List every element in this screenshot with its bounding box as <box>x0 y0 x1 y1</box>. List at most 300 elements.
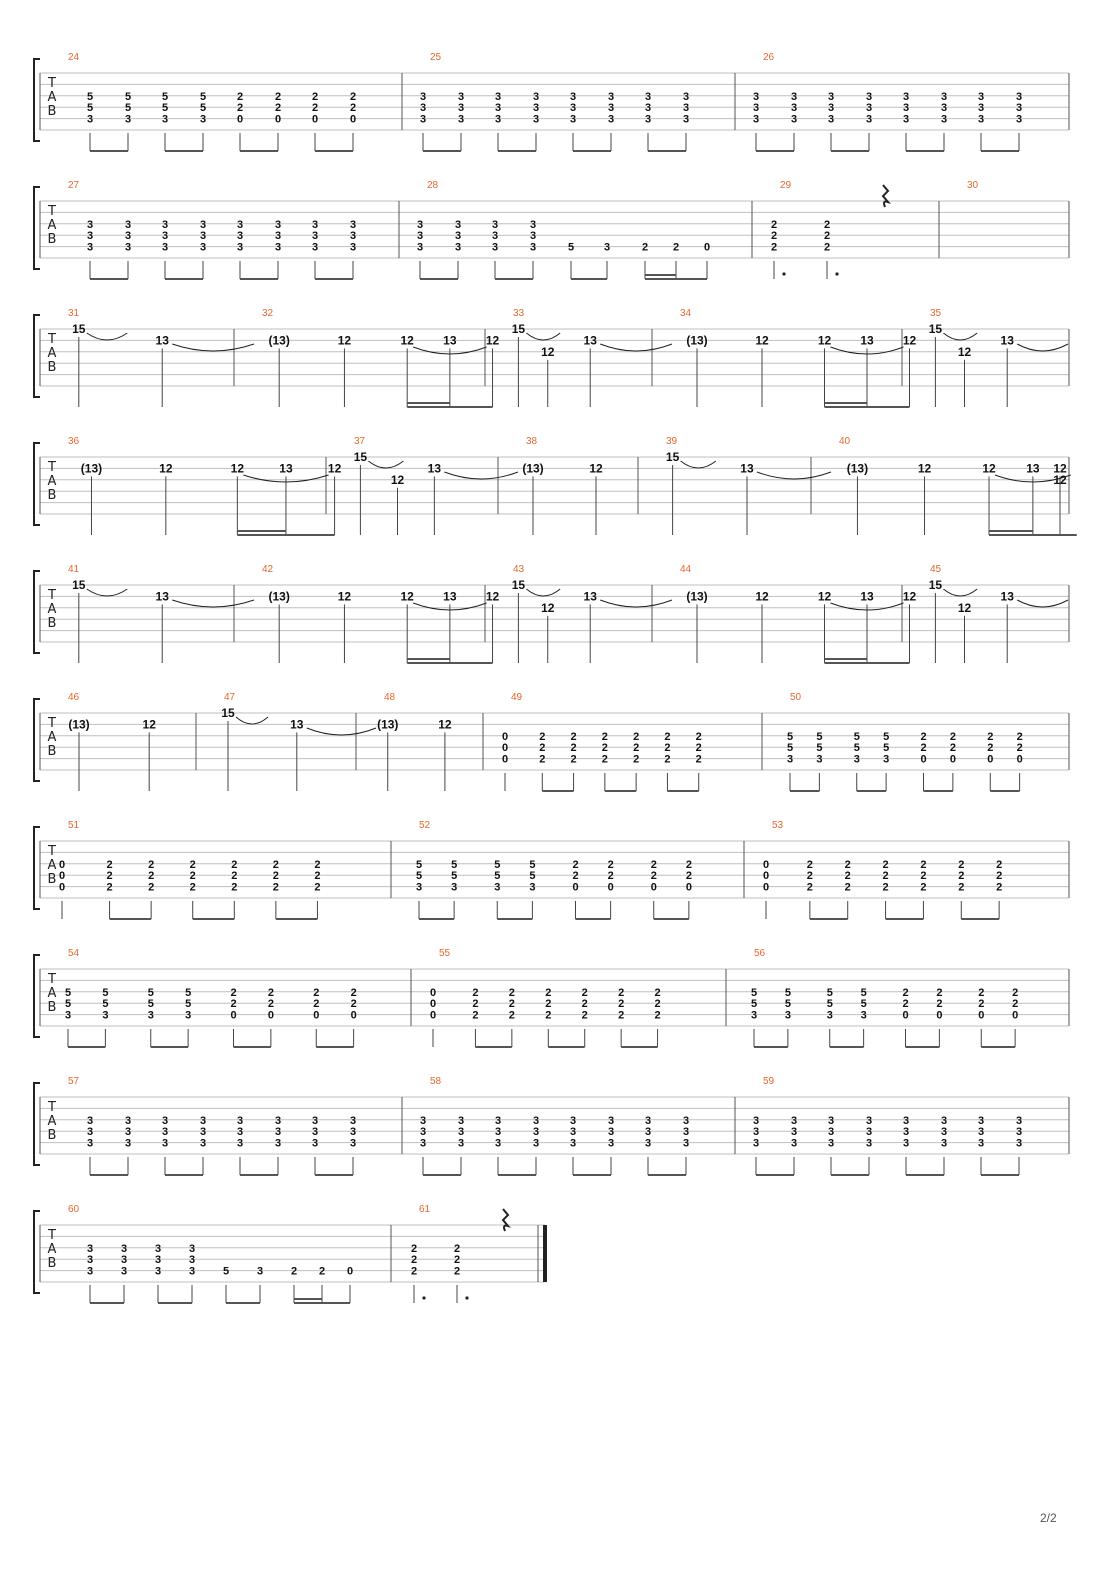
fret-number: 3 <box>790 102 798 115</box>
fret-number: 2 <box>290 1265 298 1278</box>
fret-number: 3 <box>419 1126 427 1139</box>
fret-number: 2 <box>664 753 671 766</box>
system-bracket <box>34 443 40 525</box>
fret-number: 3 <box>1015 1126 1023 1139</box>
tie-arc <box>87 333 128 340</box>
fret-number: 2 <box>920 742 927 755</box>
fret-number: 3 <box>865 1126 873 1139</box>
fret-number: 3 <box>607 1137 615 1150</box>
fret-number: 2 <box>949 730 956 743</box>
fret-number: 3 <box>752 1137 760 1150</box>
fret-number: 3 <box>752 102 760 115</box>
measure-number: 59 <box>763 1076 775 1087</box>
fret-number: 3 <box>188 1265 196 1278</box>
system-bracket <box>34 699 40 781</box>
fret-number: 3 <box>682 1137 690 1150</box>
fret-number: 3 <box>120 1242 128 1255</box>
fret-number: 3 <box>86 218 94 231</box>
system-bracket <box>34 1083 40 1165</box>
measure-number: 53 <box>772 820 784 831</box>
fret-number: 3 <box>860 1009 867 1022</box>
fret-number: 3 <box>419 1114 427 1127</box>
fret-number: 2 <box>987 730 994 743</box>
fret-number: 5 <box>816 742 823 755</box>
measure-number: 57 <box>68 1076 80 1087</box>
fret-number: 3 <box>865 90 873 103</box>
measure-number: 29 <box>780 180 792 191</box>
fret-number: 3 <box>644 1126 652 1139</box>
fret-number: 3 <box>1015 113 1023 126</box>
fret-number: 3 <box>457 1114 465 1127</box>
measure-number: 49 <box>511 692 523 703</box>
tab-clef-letter: B <box>47 1128 57 1143</box>
fret-number: 15 <box>353 450 368 464</box>
fret-number: 12 <box>159 461 173 476</box>
measure-number: 43 <box>513 564 525 575</box>
fret-number: 5 <box>64 986 72 999</box>
fret-number: 3 <box>644 90 652 103</box>
tie-arc <box>87 589 128 596</box>
fret-number: 2 <box>958 858 965 871</box>
fret-number: 2 <box>272 858 279 871</box>
tab-clef-letter: A <box>47 730 57 745</box>
tab-clef-letter: B <box>47 488 57 503</box>
fret-number: 3 <box>124 230 132 243</box>
fret-number: 3 <box>274 230 282 243</box>
fret-number: 3 <box>199 1137 207 1150</box>
fret-number: 2 <box>230 986 237 999</box>
fret-number: 5 <box>883 730 890 743</box>
fret-number: 0 <box>58 870 66 883</box>
fret-number: 2 <box>987 742 994 755</box>
fret-number: 2 <box>823 218 831 231</box>
fret-number: 0 <box>236 113 244 126</box>
fret-number: 15 <box>72 322 86 336</box>
tie-arc <box>681 461 716 468</box>
fret-number: 2 <box>618 1009 625 1022</box>
fret-number: 3 <box>457 90 465 103</box>
fret-number: 3 <box>416 230 424 243</box>
fret-number: 2 <box>607 858 614 871</box>
fret-number: 3 <box>185 1009 192 1022</box>
system-bracket <box>34 827 40 909</box>
fret-number: 3 <box>682 113 690 126</box>
measure-number: 45 <box>930 564 942 575</box>
fret-number: 13 <box>583 333 597 348</box>
fret-number: 0 <box>58 858 66 871</box>
fret-number: 3 <box>865 1114 873 1127</box>
fret-number: 2 <box>106 881 113 894</box>
tie-arc <box>172 344 254 351</box>
fret-number: 0 <box>703 241 711 254</box>
fret-number: 3 <box>529 230 537 243</box>
fret-number: (13) <box>268 589 290 604</box>
fret-number: 3 <box>902 102 910 115</box>
tab-clef-letter: B <box>47 104 57 119</box>
fret-number: 5 <box>853 742 860 755</box>
fret-number: 2 <box>902 986 909 999</box>
fret-number: 5 <box>529 858 536 871</box>
fret-number: 3 <box>236 1126 244 1139</box>
fret-number: 15 <box>665 450 680 464</box>
fret-number: 5 <box>860 986 867 999</box>
fret-number: 3 <box>102 1009 109 1022</box>
fret-number: 2 <box>453 1265 461 1278</box>
measure-number: 36 <box>68 436 80 447</box>
fret-number: 3 <box>682 1114 690 1127</box>
fret-number: 2 <box>650 870 657 883</box>
fret-number: 3 <box>1015 1137 1023 1150</box>
fret-number: 2 <box>685 858 692 871</box>
fret-number: 2 <box>313 998 320 1011</box>
fret-number: 5 <box>199 102 207 115</box>
fret-number: 13 <box>443 589 457 604</box>
fret-number: 3 <box>274 241 282 254</box>
tab-clef-letter: A <box>47 90 57 105</box>
fret-number: 3 <box>419 102 427 115</box>
dot-mark <box>422 1296 425 1299</box>
fret-number: 2 <box>274 102 282 115</box>
tab-clef-letter: T <box>48 460 56 475</box>
fret-number: 2 <box>601 730 608 743</box>
fret-number: (13) <box>522 461 544 476</box>
fret-number: 2 <box>936 998 943 1011</box>
fret-number: 3 <box>790 1137 798 1150</box>
fret-number: 3 <box>940 1126 948 1139</box>
fret-number: 2 <box>349 90 357 103</box>
fret-number: 3 <box>494 881 501 894</box>
fret-number: 0 <box>607 881 614 894</box>
fret-number: 2 <box>106 858 113 871</box>
tie-arc <box>600 344 672 351</box>
fret-number: 2 <box>472 1009 479 1022</box>
fret-number: 2 <box>410 1265 418 1278</box>
fret-number: 3 <box>902 1126 910 1139</box>
fret-number: 5 <box>567 241 575 254</box>
fret-number: 3 <box>865 102 873 115</box>
fret-number: 3 <box>902 1114 910 1127</box>
fret-number: 2 <box>410 1242 418 1255</box>
fret-number: 5 <box>161 90 169 103</box>
tie-arc <box>757 472 831 479</box>
measure-number: 42 <box>262 564 274 575</box>
fret-number: 2 <box>189 881 196 894</box>
fret-number: 2 <box>349 102 357 115</box>
fret-number: 2 <box>189 858 196 871</box>
fret-number: 13 <box>155 589 169 604</box>
fret-number: 5 <box>826 998 833 1011</box>
fret-number: 3 <box>311 218 319 231</box>
fret-number: 12 <box>1053 472 1067 487</box>
tab-clef-letter: B <box>47 232 57 247</box>
fret-number: 0 <box>936 1009 943 1022</box>
fret-number: 2 <box>844 881 851 894</box>
fret-number: 3 <box>86 241 94 254</box>
fret-number: 3 <box>883 753 890 766</box>
fret-number: 2 <box>672 241 680 254</box>
fret-number: 0 <box>429 998 437 1011</box>
fret-number: 2 <box>882 881 889 894</box>
fret-number: 3 <box>120 1254 128 1267</box>
tab-clef-letter: B <box>47 616 57 631</box>
measure-number: 33 <box>513 308 525 319</box>
measure-number: 54 <box>68 948 80 959</box>
measure-number: 41 <box>68 564 80 575</box>
fret-number: 2 <box>920 881 927 894</box>
fret-number: 5 <box>816 730 823 743</box>
tab-clef-letter: B <box>47 360 57 375</box>
fret-number: 3 <box>977 1126 985 1139</box>
fret-number: 12 <box>917 461 932 476</box>
tab-clef-letter: A <box>47 986 57 1001</box>
fret-number: 2 <box>453 1254 461 1267</box>
fret-number: 2 <box>267 998 274 1011</box>
fret-number: 5 <box>451 870 458 883</box>
tie-arc <box>943 589 977 596</box>
fret-number: 2 <box>978 986 985 999</box>
tie-arc <box>526 333 560 340</box>
fret-number: (13) <box>80 461 103 476</box>
fret-number: 5 <box>494 858 501 871</box>
measure-number: 60 <box>68 1204 80 1215</box>
measure-number: 37 <box>354 436 366 447</box>
fret-number: 3 <box>532 1126 540 1139</box>
dot-mark <box>782 272 785 275</box>
fret-number: 12 <box>755 589 769 604</box>
fret-number: 12 <box>755 333 769 348</box>
fret-number: 2 <box>996 870 1003 883</box>
fret-number: 3 <box>236 218 244 231</box>
fret-number: 0 <box>350 1009 357 1022</box>
fret-number: 2 <box>311 102 319 115</box>
fret-number: 15 <box>72 578 86 592</box>
fret-number: 3 <box>120 1265 128 1278</box>
fret-number: 3 <box>161 1114 169 1127</box>
fret-number: 0 <box>58 881 66 894</box>
fret-number: 15 <box>221 706 235 720</box>
fret-number: 12 <box>400 589 414 604</box>
fret-number: 13 <box>860 333 874 348</box>
fret-number: 3 <box>188 1242 196 1255</box>
fret-number: 2 <box>920 870 927 883</box>
fret-number: 3 <box>274 1137 282 1150</box>
measure-number: 47 <box>224 692 236 703</box>
fret-number: 2 <box>189 870 196 883</box>
fret-number: 3 <box>977 113 985 126</box>
measure-number: 52 <box>419 820 431 831</box>
fret-number: 3 <box>940 90 948 103</box>
fret-number: 3 <box>236 1114 244 1127</box>
fret-number: 2 <box>1012 998 1019 1011</box>
fret-number: 5 <box>147 986 154 999</box>
system-bracket <box>34 187 40 269</box>
fret-number: 3 <box>124 1114 132 1127</box>
tab-clef-letter: T <box>48 844 56 859</box>
fret-number: (13) <box>377 717 399 732</box>
fret-number: 0 <box>987 753 994 766</box>
fret-number: 2 <box>236 90 244 103</box>
fret-number: 3 <box>790 1126 798 1139</box>
tab-clef-letter: B <box>47 744 57 759</box>
fret-number: 3 <box>416 241 424 254</box>
measure-number: 31 <box>68 308 80 319</box>
fret-number: 3 <box>311 230 319 243</box>
fret-number: 3 <box>827 90 835 103</box>
tie-arc <box>307 728 376 735</box>
measure-number: 30 <box>967 180 979 191</box>
fret-number: 2 <box>844 858 851 871</box>
fret-number: 5 <box>860 998 867 1011</box>
measure-number: 51 <box>68 820 80 831</box>
fret-number: 13 <box>740 461 754 476</box>
fret-number: 3 <box>454 241 462 254</box>
fret-number: 0 <box>762 881 770 894</box>
fret-number: 3 <box>451 881 458 894</box>
fret-number: 12 <box>485 333 500 348</box>
fret-number: 2 <box>654 1009 661 1022</box>
fret-number: 2 <box>902 998 909 1011</box>
fret-number: 0 <box>1016 753 1023 766</box>
fret-number: 3 <box>607 1114 615 1127</box>
fret-number: 0 <box>762 870 770 883</box>
fret-number: 5 <box>853 730 860 743</box>
fret-number: 2 <box>958 870 965 883</box>
fret-number: 2 <box>581 998 588 1011</box>
fret-number: 2 <box>539 753 546 766</box>
tab-clef-letter: A <box>47 346 57 361</box>
fret-number: 3 <box>199 218 207 231</box>
fret-number: 12 <box>957 344 972 359</box>
fret-number: 3 <box>236 230 244 243</box>
fret-number: 3 <box>977 102 985 115</box>
fret-number: 0 <box>311 113 319 126</box>
fret-number: 3 <box>752 1114 760 1127</box>
fret-number: 3 <box>236 1137 244 1150</box>
fret-number: 2 <box>823 230 831 243</box>
fret-number: 3 <box>491 241 499 254</box>
fret-number: 3 <box>607 113 615 126</box>
fret-number: 0 <box>920 753 927 766</box>
fret-number: 0 <box>429 986 437 999</box>
fret-number: 3 <box>827 113 835 126</box>
system-bracket <box>34 955 40 1037</box>
fret-number: 12 <box>438 717 452 732</box>
fret-number: 0 <box>267 1009 274 1022</box>
fret-number: 0 <box>1012 1009 1019 1022</box>
fret-number: 2 <box>572 858 579 871</box>
fret-number: 0 <box>429 1009 437 1022</box>
fret-number: 13 <box>1026 461 1040 476</box>
fret-number: 5 <box>161 102 169 115</box>
fret-number: 2 <box>581 1009 588 1022</box>
fret-number: 0 <box>685 881 692 894</box>
fret-number: 2 <box>570 753 577 766</box>
fret-number: 12 <box>390 472 405 487</box>
fret-number: 5 <box>415 870 423 883</box>
fret-number: 5 <box>750 986 758 999</box>
fret-number: 3 <box>124 1126 132 1139</box>
fret-number: 13 <box>1000 589 1014 604</box>
measure-number: 58 <box>430 1076 442 1087</box>
fret-number: 5 <box>784 986 791 999</box>
fret-number: 3 <box>853 753 860 766</box>
fret-number: 12 <box>817 333 832 348</box>
fret-number: 3 <box>86 1242 94 1255</box>
fret-number: 2 <box>949 742 956 755</box>
tie-arc <box>1017 600 1068 607</box>
fret-number: 2 <box>148 870 155 883</box>
fret-number: 2 <box>936 986 943 999</box>
fret-number: 5 <box>883 742 890 755</box>
tie-arc <box>236 717 268 724</box>
fret-number: 3 <box>124 218 132 231</box>
fret-number: 0 <box>949 753 956 766</box>
fret-number: 5 <box>185 986 192 999</box>
measure-number: 40 <box>839 436 851 447</box>
fret-number: 2 <box>607 870 614 883</box>
fret-number: 3 <box>790 1114 798 1127</box>
fret-number: 0 <box>230 1009 237 1022</box>
fret-number: 2 <box>695 742 702 755</box>
fret-number: 2 <box>601 742 608 755</box>
fret-number: 3 <box>532 1114 540 1127</box>
fret-number: 2 <box>570 742 577 755</box>
fret-number: 5 <box>494 870 501 883</box>
fret-number: 2 <box>231 881 238 894</box>
fret-number: 5 <box>185 998 192 1011</box>
fret-number: 2 <box>106 870 113 883</box>
fret-number: 3 <box>569 113 577 126</box>
fret-number: 3 <box>415 881 423 894</box>
fret-number: 3 <box>161 1126 169 1139</box>
fret-number: 12 <box>957 600 972 615</box>
fret-number: 3 <box>865 113 873 126</box>
tab-clef-letter: A <box>47 218 57 233</box>
fret-number: 3 <box>457 113 465 126</box>
fret-number: 12 <box>902 333 917 348</box>
fret-number: 3 <box>124 241 132 254</box>
fret-number: 0 <box>762 858 770 871</box>
tab-clef-letter: T <box>48 1228 56 1243</box>
fret-number: 2 <box>920 730 927 743</box>
fret-number: 2 <box>633 753 640 766</box>
fret-number: 5 <box>529 870 536 883</box>
fret-number: 12 <box>400 333 414 348</box>
fret-number: 3 <box>644 1137 652 1150</box>
fret-number: 3 <box>1015 1114 1023 1127</box>
fret-number: (13) <box>268 333 290 348</box>
fret-number: 2 <box>1016 730 1023 743</box>
measure-number: 46 <box>68 692 80 703</box>
fret-number: 5 <box>786 730 794 743</box>
measure-number: 25 <box>430 52 442 63</box>
system-bracket <box>34 1211 40 1293</box>
fret-number: 3 <box>1015 102 1023 115</box>
fret-number: 2 <box>654 998 661 1011</box>
fret-number: 3 <box>644 113 652 126</box>
fret-number: 12 <box>337 589 352 604</box>
system-bracket <box>34 315 40 397</box>
fret-number: 2 <box>618 986 625 999</box>
fret-number: 2 <box>313 986 320 999</box>
fret-number: 3 <box>1015 90 1023 103</box>
tab-clef-letter: B <box>47 872 57 887</box>
fret-number: 3 <box>161 230 169 243</box>
fret-number: 5 <box>102 986 109 999</box>
fret-number: 3 <box>199 241 207 254</box>
fret-number: 3 <box>154 1265 162 1278</box>
fret-number: 3 <box>529 241 537 254</box>
